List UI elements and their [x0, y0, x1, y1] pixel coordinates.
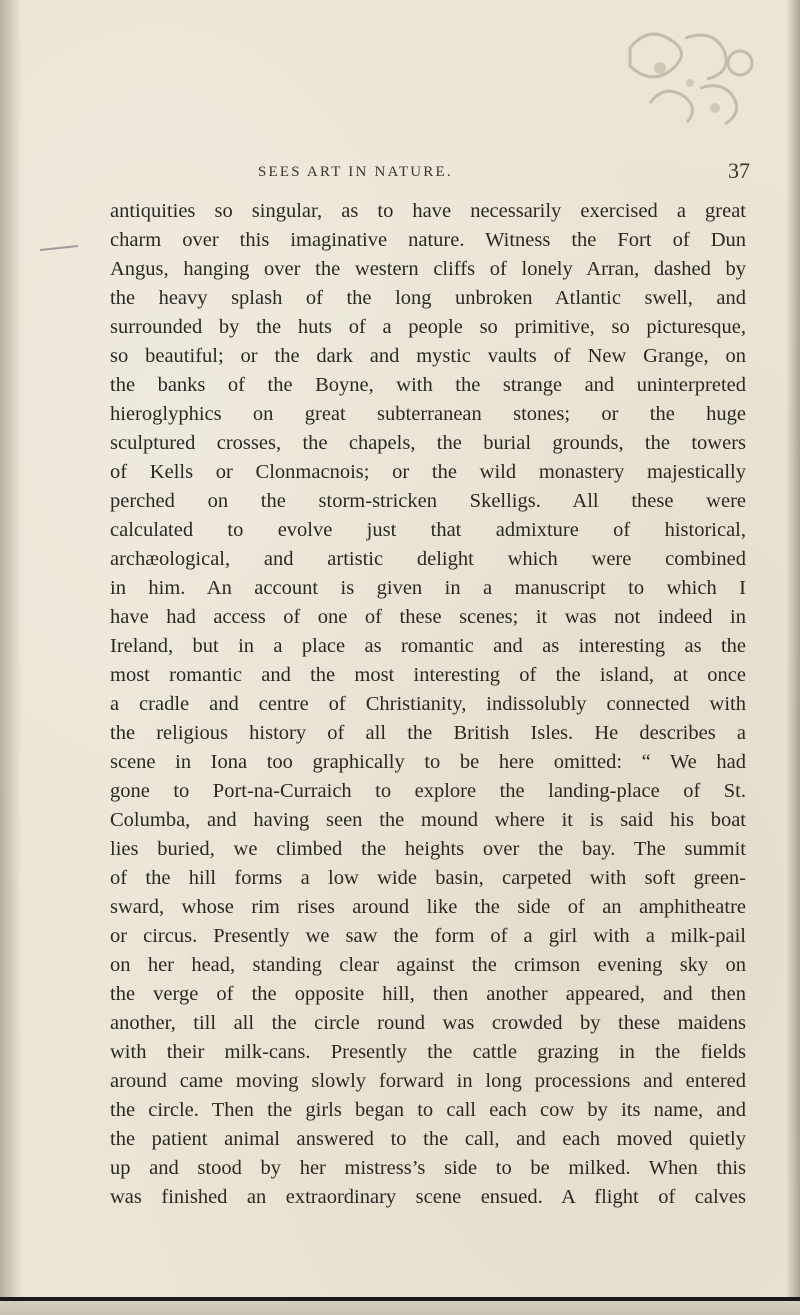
text-line: up and stood by her mistress’s side to be milked. When this — [110, 1157, 746, 1179]
running-head — [60, 158, 760, 192]
text-line: of the hill forms a low wide basin, carpeted with soft green- — [110, 867, 746, 889]
running-title: SEES ART IN NATURE. — [258, 164, 453, 180]
text-line: calculated to evolve just that admixture of historical, — [110, 519, 746, 541]
text-line: the heavy splash of the long unbroken Atlantic swell, and — [110, 287, 746, 309]
text-line: Columba, and having seen the mound where it is said his boat — [110, 809, 746, 831]
page-bottom-edge — [0, 1301, 800, 1315]
text-line: sculptured crosses, the chapels, the burial grounds, the towers — [110, 432, 746, 454]
text-line: most romantic and the most interesting of the island, at once — [110, 664, 746, 686]
page-edge-shadow — [786, 0, 800, 1315]
text-line: another, till all the circle round was crowded by these maidens — [110, 1012, 746, 1034]
text-line: have had access of one of these scenes; it was not indeed in — [110, 606, 746, 628]
page-number: 37 — [728, 158, 750, 183]
text-line: the verge of the opposite hill, then another appeared, and then — [110, 983, 746, 1005]
text-line: Ireland, but in a place as romantic and as interesting as the — [110, 635, 746, 657]
text-line: sward, whose rim rises around like the side of an amphitheatre — [110, 896, 746, 918]
text-line: around came moving slowly forward in long processions and entered — [110, 1070, 746, 1092]
text-line: Angus, hanging over the western cliffs of lonely Arran, dashed by — [110, 258, 746, 280]
page-gutter-shadow — [0, 0, 22, 1315]
text-line: the religious history of all the British Isles. He describes a — [110, 722, 746, 744]
text-line: perched on the storm-stricken Skelligs. All these were — [110, 490, 746, 512]
text-line: antiquities so singular, as to have necessarily exercised a great — [110, 200, 746, 222]
text-line: hieroglyphics on great subterranean stones; or the huge — [110, 403, 746, 425]
text-line: or circus. Presently we saw the form of a girl with a milk-pail — [110, 925, 746, 947]
text-line: with their milk-cans. Presently the cattle grazing in the fields — [110, 1041, 746, 1063]
text-line: charm over this imaginative nature. Witness the Fort of Dun — [110, 229, 746, 251]
text-line: in him. An account is given in a manuscript to which I — [110, 577, 746, 599]
text-line: on her head, standing clear against the crimson evening sky on — [110, 954, 746, 976]
library-stamp-icon — [590, 8, 790, 148]
text-line: of Kells or Clonmacnois; or the wild monastery majestically — [110, 461, 746, 483]
text-line: the circle. Then the girls began to call each cow by its name, and — [110, 1099, 746, 1121]
text-line: a cradle and centre of Christianity, indissolubly connected with — [110, 693, 746, 715]
text-line: lies buried, we climbed the heights over the bay. The summit — [110, 838, 746, 860]
body-text — [110, 197, 746, 1212]
text-line: surrounded by the huts of a people so primitive, so picturesque, — [110, 316, 746, 338]
text-line: the banks of the Boyne, with the strange and uninterpreted — [110, 374, 746, 396]
text-line: the patient animal answered to the call, and each moved quietly — [110, 1128, 746, 1150]
margin-pencil-mark-icon — [38, 236, 82, 260]
text-line: so beautiful; or the dark and mystic vaults of New Grange, on — [110, 345, 746, 367]
text-line: was finished an extraordinary scene ensued. A flight of calves — [110, 1186, 746, 1208]
text-line: gone to Port-na-Curraich to explore the landing-place of St. — [110, 780, 746, 802]
text-line: archæological, and artistic delight which were combined — [110, 548, 746, 570]
text-line: scene in Iona too graphically to be here omitted: “ We had — [110, 751, 746, 773]
